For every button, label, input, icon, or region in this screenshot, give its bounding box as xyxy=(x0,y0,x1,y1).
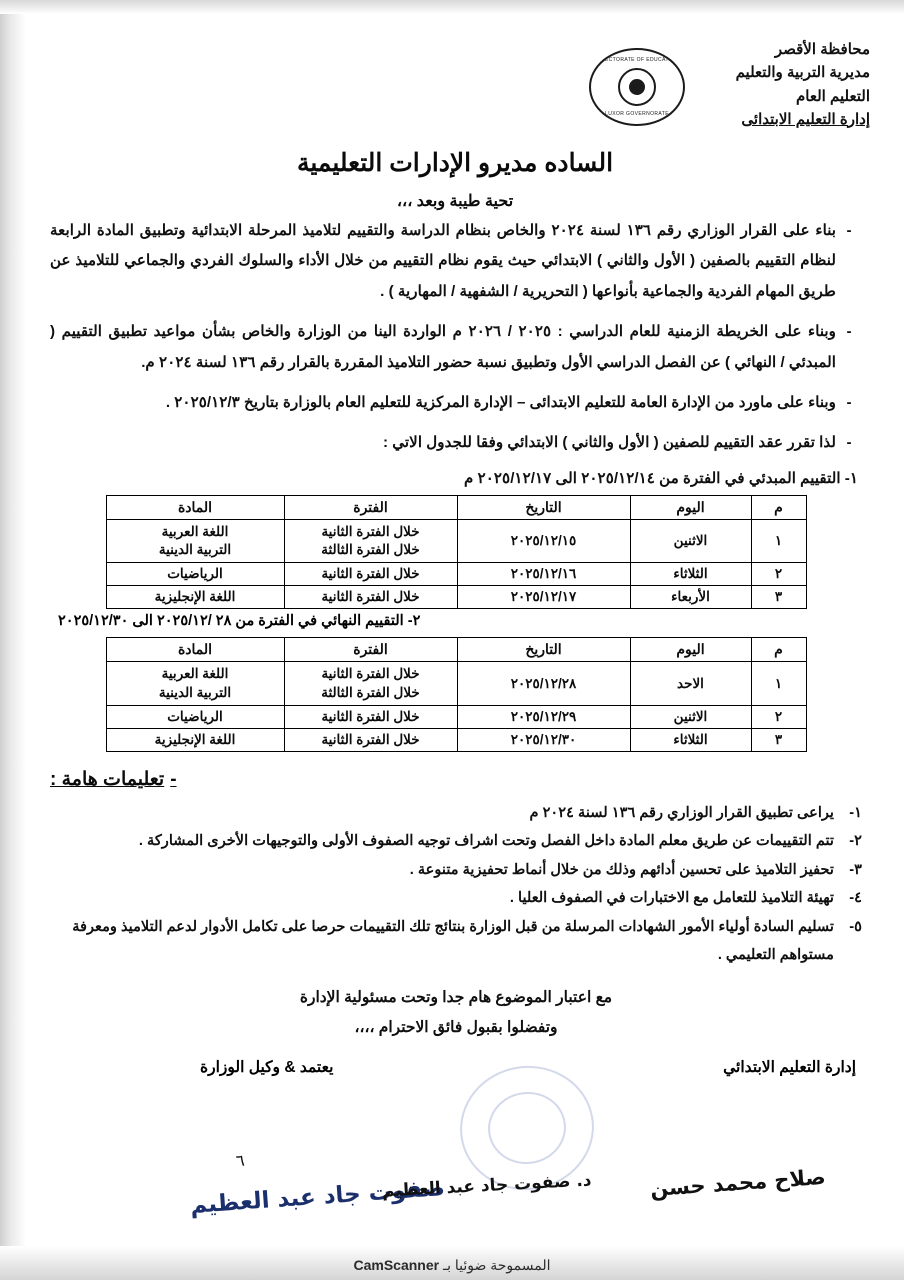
cell-period-line: خلال الفترة الثالثة xyxy=(321,542,420,558)
cell-subject-line: اللغة العربية xyxy=(161,523,229,539)
scan-shadow-left xyxy=(0,0,26,1280)
cell-period-line: خلال الفترة الثالثة xyxy=(321,684,420,700)
paragraph-marker: - xyxy=(846,222,852,239)
th-serial: م xyxy=(751,638,806,662)
cell-period: خلال الفترة الثانية xyxy=(284,728,457,751)
instructions-heading-text: تعليمات هامة : xyxy=(50,768,165,790)
page-title: الساده مديرو الإدارات التعليمية xyxy=(296,149,614,177)
cell-period xyxy=(284,662,457,705)
cell-subject-line: التربية الدينية xyxy=(158,684,232,700)
th-subject: المادة xyxy=(106,638,284,662)
handwritten-name-middle: د. صفوت جاد عبد العظيم xyxy=(381,1170,593,1202)
cell-date: ٢٠٢٥/١٢/١٧ xyxy=(457,586,630,609)
camscanner-text: المسموحة ضوئيا بـ xyxy=(442,1257,551,1273)
cell-period-line: خلال الفترة الثانية xyxy=(321,666,420,682)
section-2-label: ٢- التقييم النهائي في الفترة من ٢٨ /٢٠٢٥/١٢ الى ٢٠٢٥/١٢/٣٠ xyxy=(58,613,421,630)
cell-subject xyxy=(106,519,284,562)
signature-approval-label: يعتمد & وكيل الوزارة xyxy=(200,1059,334,1077)
letterhead xyxy=(736,38,870,131)
cell-subject: اللغة الإنجليزية xyxy=(106,586,284,609)
greeting-line: تحية طيبة وبعد ،،، xyxy=(396,193,514,210)
cell-period: خلال الفترة الثانية xyxy=(284,586,457,609)
cell-serial: ٢ xyxy=(751,705,806,728)
th-subject: المادة xyxy=(106,495,284,519)
emblem-arc-top-text: DIRECTORATE OF EDUCATION xyxy=(595,57,679,63)
cell-period-line: خلال الفترة الثانية xyxy=(321,523,420,539)
document-sheet xyxy=(30,16,880,1231)
instruction-text: تتم التقييمات عن طريق معلم المادة داخل الفصل وتحت اشراف توجيه الصفوف الأولى والتوجيهات الأخرى المشاركة . xyxy=(138,833,834,850)
closing-line-2: وتفضلوا بقبول فائق الاحترام ،،،، xyxy=(354,1018,558,1036)
cell-serial: ٣ xyxy=(751,728,806,751)
cell-day: الأربعاء xyxy=(630,586,751,609)
camscanner-brand: CamScanner xyxy=(353,1257,440,1273)
initial-assessment-table xyxy=(106,495,807,609)
cell-day: الاحد xyxy=(630,662,751,705)
paragraph-marker: - xyxy=(846,434,852,452)
signature-department-label: إدارة التعليم الابتدائي xyxy=(723,1059,856,1077)
paragraph xyxy=(50,428,862,458)
signature-row xyxy=(50,1058,862,1098)
cell-serial: ٣ xyxy=(751,586,806,609)
instruction-text: يراعى تطبيق القرار الوزاري رقم ١٣٦ لسنة ٢٠٢٤ م xyxy=(529,804,834,821)
instruction-item xyxy=(50,799,862,827)
th-day: اليوم xyxy=(630,495,751,519)
th-day: اليوم xyxy=(630,638,751,662)
instruction-item xyxy=(50,913,862,970)
instruction-text: تسليم السادة أولياء الأمور الشهادات المرسلة من قبل الوزارة بنتائج تلك التقييمات حرصا على تكامل الأدوار لدعم التلاميذ ومعرفة مستواهم التعليمي . xyxy=(72,918,834,963)
instructions-dash: - xyxy=(170,768,177,790)
instructions-heading xyxy=(50,768,852,791)
scan-shadow-top xyxy=(0,0,904,14)
th-date: التاريخ xyxy=(457,495,630,519)
section-1-label: ١- التقييم المبدئي في الفترة من ٢٠٢٥/١٢/١٤ الى ٢٠٢٥/١٢/١٧ م xyxy=(463,469,858,487)
letterhead-line-1: محافظة الأقصر xyxy=(774,41,870,58)
cell-period: خلال الفترة الثانية xyxy=(284,705,457,728)
instruction-item xyxy=(50,827,862,855)
table-row xyxy=(106,519,806,562)
th-date: التاريخ xyxy=(457,638,630,662)
cell-subject: الرياضيات xyxy=(106,705,284,728)
paragraph-text: وبناء على ماورد من الإدارة العامة للتعليم الابتدائى – الإدارة المركزية للتعليم العام بالوزارة بتاريخ ٢٠٢٥/١٢/٣ . xyxy=(165,394,836,412)
cell-day: الاثنين xyxy=(630,519,751,562)
instruction-number: ٣- xyxy=(849,861,862,878)
table-header-row xyxy=(106,495,806,519)
cell-serial: ١ xyxy=(751,662,806,705)
cell-subject xyxy=(106,662,284,705)
th-serial: م xyxy=(751,495,806,519)
cell-period: خلال الفترة الثانية xyxy=(284,563,457,586)
instruction-number: ٤- xyxy=(849,890,862,907)
paragraph-text: لذا تقرر عقد التقييم للصفين ( الأول والثاني ) الابتدائي وفقا للجدول الاتي : xyxy=(383,434,836,452)
th-period: الفترة xyxy=(284,495,457,519)
table-row xyxy=(106,586,806,609)
instruction-text: تحفيز التلاميذ على تحسين أدائهم وذلك من خلال أنماط تحفيزية متنوعة . xyxy=(409,861,834,878)
letterhead-line-3: التعليم العام xyxy=(796,87,870,105)
cell-serial: ٢ xyxy=(751,563,806,586)
table-header-row xyxy=(106,638,806,662)
table-row xyxy=(106,705,806,728)
cell-period xyxy=(284,519,457,562)
cell-date: ٢٠٢٥/١٢/٢٩ xyxy=(457,705,630,728)
cell-day: الثلاثاء xyxy=(630,728,751,751)
letterhead-department: إدارة التعليم الابتدائى xyxy=(741,110,870,128)
page-number: ٦ xyxy=(235,1152,246,1171)
cell-subject: اللغة الإنجليزية xyxy=(106,728,284,751)
cell-day: الاثنين xyxy=(630,705,751,728)
handwritten-signature-right: صلاح محمد حسن xyxy=(649,1164,827,1202)
emblem-arc-bottom-text: LUXOR GOVERNORATE xyxy=(605,111,669,117)
paragraph-marker: - xyxy=(846,394,852,412)
instruction-number: ٢- xyxy=(849,833,862,850)
cell-subject-line: اللغة العربية xyxy=(161,666,229,682)
camscanner-watermark xyxy=(0,1257,904,1274)
paragraph-text: وبناء على الخريطة الزمنية للعام الدراسي : ٢٠٢٥ / ٢٠٢٦ م الواردة الينا من الوزارة والخاص بشأن مواعيد تطبيق التقييم ( المبدئي / النهائي ) عن الفصل الدراسي الأول وتطبيق نسبة حضور التلاميذ المقررة بالقرار رقم ١٣٦ لسنة ٢٠٢٤ م. xyxy=(50,323,836,371)
paragraph-marker: - xyxy=(846,323,852,341)
document-body xyxy=(50,216,862,1098)
instruction-item xyxy=(50,856,862,884)
paragraph xyxy=(50,388,862,418)
table-row xyxy=(106,662,806,705)
cell-date: ٢٠٢٥/١٢/٣٠ xyxy=(457,728,630,751)
cell-subject: الرياضيات xyxy=(106,563,284,586)
cell-date: ٢٠٢٥/١٢/٢٨ xyxy=(457,662,630,705)
cell-serial: ١ xyxy=(751,519,806,562)
instruction-item xyxy=(50,884,862,912)
table-row xyxy=(106,563,806,586)
final-assessment-table xyxy=(106,637,807,751)
instruction-number: ٥- xyxy=(849,918,862,935)
th-period: الفترة xyxy=(284,638,457,662)
closing-block xyxy=(50,983,862,1042)
cell-day: الثلاثاء xyxy=(630,563,751,586)
paragraph xyxy=(50,317,862,378)
cell-date: ٢٠٢٥/١٢/١٦ xyxy=(457,563,630,586)
instruction-text: تهيئة التلاميذ للتعامل مع الاختبارات في الصفوف العليا . xyxy=(509,890,834,907)
paragraph xyxy=(50,216,862,307)
paragraph-text: بناء على القرار الوزاري رقم ١٣٦ لسنة ٢٠٢٤ والخاص بنظام الدراسة والتقييم لتلاميذ المرحلة الابتدائية وتطبيق المادة الرابعة لنظام التقييم بالصفين ( الأول والثاني ) الابتدائي حيث يقوم نظام التقييم من خلال الأداء والسلوك الفردي والجماعي للتلاميذ عن طريق المهام الفردية والجماعية بأنواعها ( التحريرية / الشفهية / المهارية ) . xyxy=(50,222,837,300)
ministry-emblem-icon xyxy=(593,48,685,122)
table-row xyxy=(106,728,806,751)
instruction-number: ١- xyxy=(849,804,862,821)
handwritten-signature-left: صفوت جاد عبد العظيم xyxy=(189,1175,446,1219)
cell-subject-line: التربية الدينية xyxy=(158,542,232,558)
cell-date: ٢٠٢٥/١٢/١٥ xyxy=(457,519,630,562)
letterhead-line-2: مديرية التربية والتعليم xyxy=(735,64,870,82)
closing-line-1: مع اعتبار الموضوع هام جدا وتحت مسئولية الإدارة xyxy=(299,989,613,1007)
